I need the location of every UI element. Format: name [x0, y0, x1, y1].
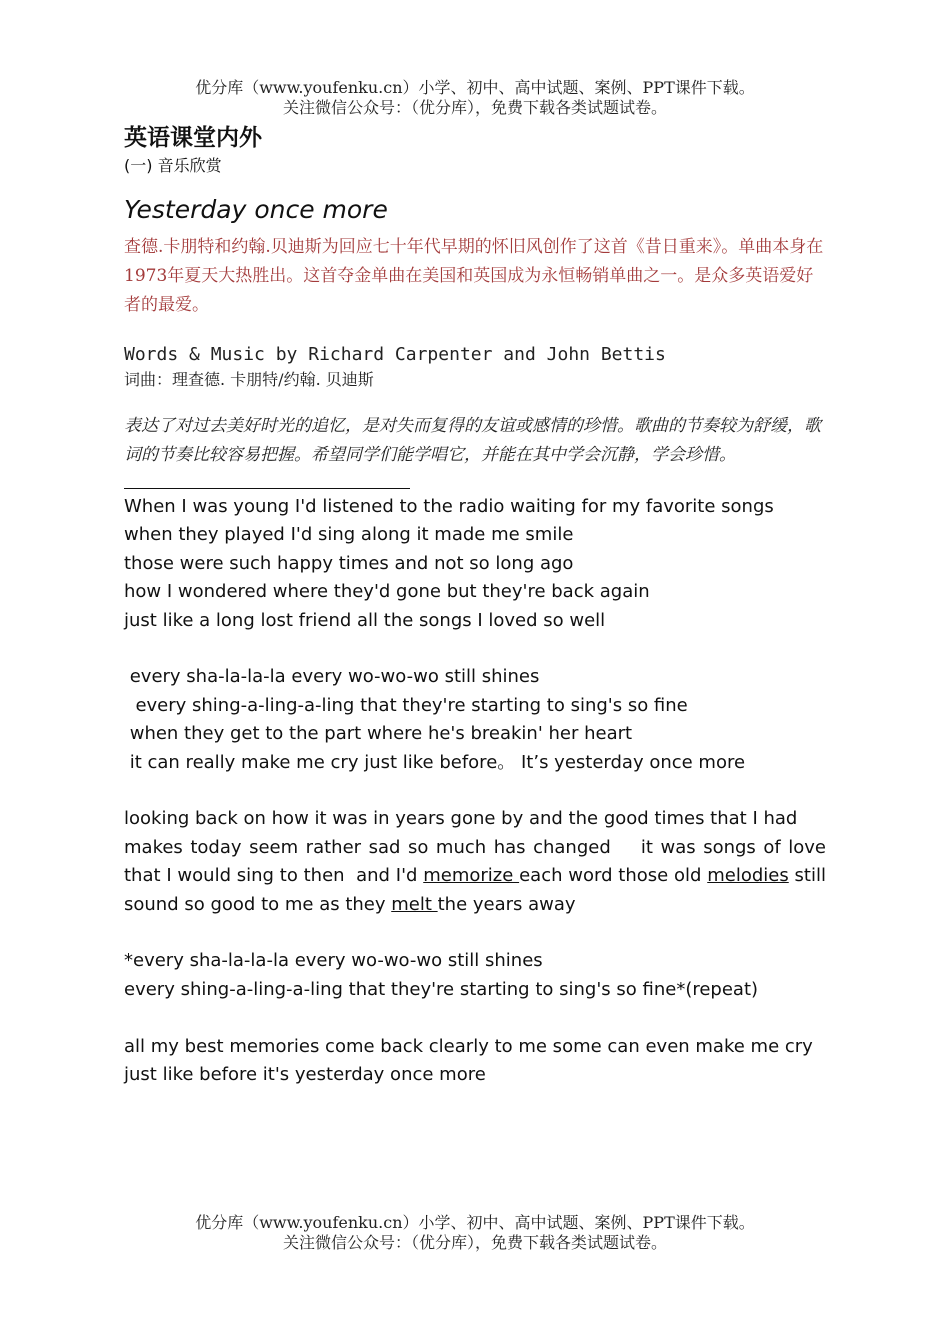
section-subtitle: (一) 音乐欣赏	[124, 156, 222, 175]
underlined-word: memorize	[423, 865, 520, 887]
page-header	[0, 78, 950, 118]
lyric-text: looking back on how it was in years gone by and the good times that I had	[124, 808, 798, 830]
lyric-paragraph: all my best memories come back clearly to me some can even make me cry	[124, 1035, 813, 1057]
header-line-2: 关注微信公众号：（优分库），免费下载各类试题试卷。	[282, 98, 667, 117]
lyrics-block	[124, 493, 832, 1089]
lyric-line: every shing-a-ling-a-ling that they're starting to sing's so fine	[124, 694, 688, 716]
credits-chinese: 词曲：理查德. 卡朋特/约翰. 贝迪斯	[124, 370, 374, 389]
stanza-gap	[124, 635, 826, 663]
underlined-word: melodies	[707, 865, 789, 887]
song-title: Yesterday once more	[124, 195, 388, 224]
lyric-line: When I was young I'd listened to the radio waiting for my favorite songs	[124, 496, 774, 517]
footer-line-1: 优分库（www.youfenku.cn）小学、初中、高中试题、案例、PPT课件下载。	[195, 1213, 755, 1232]
lyric-line: how I wondered where they'd gone but they're back again	[124, 581, 650, 603]
song-intro-paragraph: 查德.卡朋特和约翰.贝迪斯为回应七十年代早期的怀旧风创作了这首《昔日重来》。单曲本身在1973年夏天大热胜出。这首夺金单曲在美国和英国成为永恒畅销单曲之一。是众多英语爱好者的最爱。	[124, 237, 824, 315]
song-note-paragraph: 表达了对过去美好时光的追忆，是对失而复得的友谊或感情的珍惜。歌曲的节奏较为舒缓，歌词的节奏比较容易把握。希望同学们能学唱它，并能在其中学会沉静，学会珍惜。	[124, 416, 821, 465]
lyric-paragraph	[124, 805, 826, 833]
document-title: 英语课堂内外	[124, 124, 262, 151]
lyric-text: each word those old	[519, 865, 708, 887]
stanza-gap	[124, 777, 826, 805]
document-body	[124, 122, 832, 1089]
lyric-line: just like before it's yesterday once more	[124, 1064, 486, 1086]
divider-line	[124, 470, 410, 489]
lyric-text: makes today seem rather sad so much has changed it was songs of love that I would sing to then and I'd	[124, 836, 832, 887]
lyric-text: the years away	[437, 893, 576, 915]
underlined-word: melt	[391, 893, 438, 915]
footer-line-2: 关注微信公众号：（优分库），免费下载各类试题试卷。	[282, 1233, 667, 1252]
lyric-line: it can really make me cry just like before。 It’s yesterday once more	[124, 751, 746, 773]
lyric-line: every sha-la-la-la every wo-wo-wo still shines	[124, 666, 540, 688]
lyric-text: still sound so good to me as they	[124, 865, 832, 915]
stanza-gap	[124, 919, 826, 947]
credits-english: Words & Music by Richard Carpenter and John Bettis	[124, 344, 666, 365]
lyric-line: when they played I'd sing along it made me smile	[124, 524, 574, 546]
stanza-gap	[124, 1004, 826, 1032]
lyric-line: those were such happy times and not so long ago	[124, 552, 574, 574]
lyric-line: just like a long lost friend all the songs I loved so well	[124, 609, 606, 631]
lyric-paragraph	[124, 834, 832, 919]
page-footer	[0, 1213, 950, 1253]
lyric-line: every shing-a-ling-a-ling that they're starting to sing's so fine*(repeat)	[124, 978, 759, 1000]
lyric-line: *every sha-la-la-la every wo-wo-wo still shines	[124, 950, 543, 972]
header-line-1: 优分库（www.youfenku.cn）小学、初中、高中试题、案例、PPT课件下载。	[195, 78, 755, 97]
lyric-line: when they get to the part where he's breakin' her heart	[124, 723, 633, 745]
